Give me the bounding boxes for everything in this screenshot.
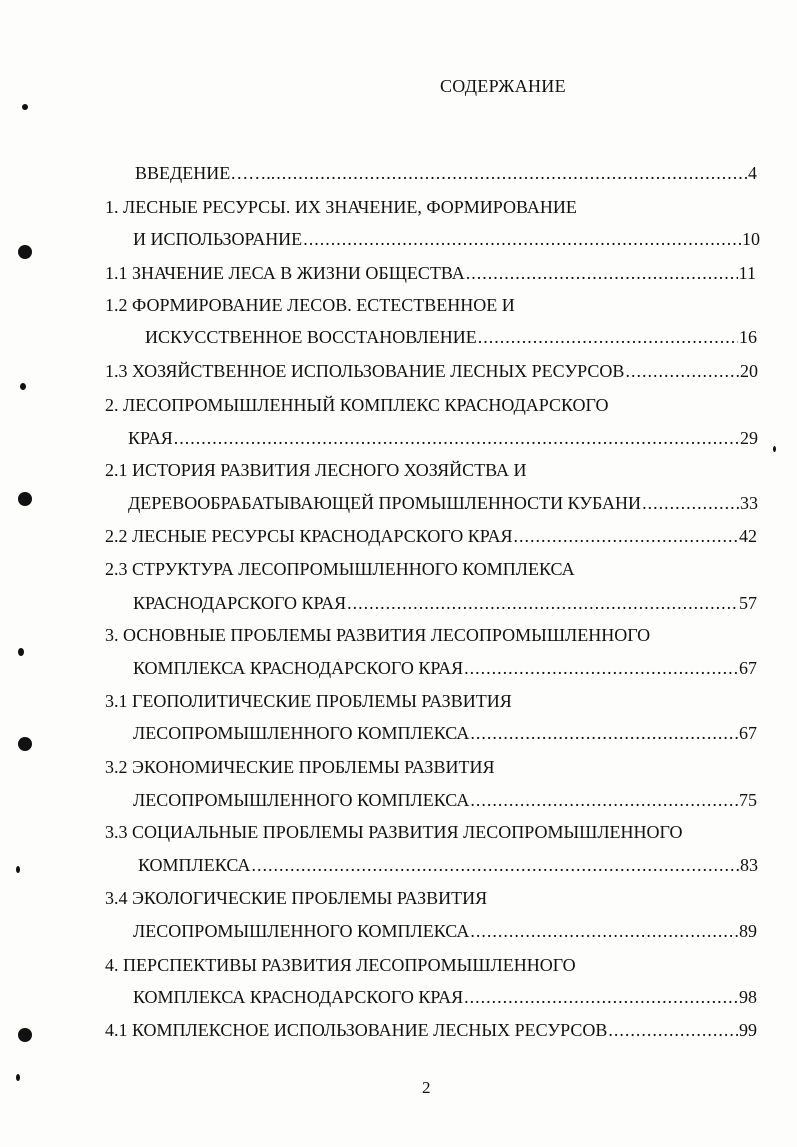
page-number: 2 bbox=[422, 1078, 431, 1097]
toc-entry bbox=[133, 789, 757, 811]
toc-entry-page: 75 bbox=[739, 790, 757, 810]
leader-dots bbox=[347, 592, 738, 614]
toc-entry bbox=[133, 228, 760, 250]
scan-speck bbox=[16, 866, 20, 873]
toc-entry-page: 33 bbox=[740, 493, 758, 513]
toc-entry bbox=[128, 427, 758, 449]
toc-entry: 2. ЛЕСОПРОМЫШЛЕННЫЙ КОМПЛЕКС КРАСНОДАРСКОГО bbox=[105, 395, 609, 415]
scan-speck bbox=[20, 383, 26, 390]
toc-entry bbox=[105, 1019, 757, 1041]
toc-entry: 1. ЛЕСНЫЕ РЕСУРСЫ. ИХ ЗНАЧЕНИЕ, ФОРМИРОВАНИЕ bbox=[105, 197, 577, 217]
leader-dots bbox=[470, 789, 738, 811]
toc-entry-page: 42 bbox=[739, 526, 757, 546]
page-title: СОДЕРЖАНИЕ bbox=[440, 76, 566, 96]
punch-hole-mark bbox=[18, 1028, 32, 1042]
leader-dots bbox=[470, 920, 738, 942]
toc-entry: 3.3 СОЦИАЛЬНЫЕ ПРОБЛЕМЫ РАЗВИТИЯ ЛЕСОПРОМЫШЛЕННОГО bbox=[105, 822, 683, 842]
toc-entry-text: КОМПЛЕКСА КРАСНОДАРСКОГО КРАЯ bbox=[133, 987, 464, 1007]
leader-dots bbox=[464, 657, 738, 679]
toc-entry: 3.2 ЭКОНОМИЧЕСКИЕ ПРОБЛЕМЫ РАЗВИТИЯ bbox=[105, 757, 495, 777]
toc-entry: 3.4 ЭКОЛОГИЧЕСКИЕ ПРОБЛЕМЫ РАЗВИТИЯ bbox=[105, 888, 488, 908]
toc-entry bbox=[105, 262, 756, 284]
scan-speck bbox=[22, 104, 28, 110]
toc-entry bbox=[145, 326, 757, 348]
toc-entry bbox=[135, 162, 757, 184]
scan-speck bbox=[773, 446, 776, 452]
toc-entry-text: 2.2 ЛЕСНЫЕ РЕСУРСЫ КРАСНОДАРСКОГО КРАЯ bbox=[105, 526, 513, 546]
leader-dots bbox=[466, 262, 738, 284]
toc-entry: 1.2 ФОРМИРОВАНИЕ ЛЕСОВ. ЕСТЕСТВЕННОЕ И bbox=[105, 295, 515, 315]
toc-entry-text: ЛЕСОПРОМЫШЛЕННОГО КОМПЛЕКСА bbox=[133, 790, 470, 810]
toc-entry-page: 67 bbox=[739, 658, 757, 678]
scan-speck bbox=[16, 1074, 20, 1081]
scan-speck bbox=[18, 648, 24, 656]
toc-entry-page: 16 bbox=[739, 327, 757, 347]
toc-entry-text: ДЕРЕВООБРАБАТЫВАЮЩЕЙ ПРОМЫШЛЕННОСТИ КУБАНИ bbox=[128, 493, 642, 513]
toc-entry: 2.3 СТРУКТУРА ЛЕСОПРОМЫШЛЕННОГО КОМПЛЕКСА bbox=[105, 559, 575, 579]
toc-entry-page: 89 bbox=[739, 921, 757, 941]
toc-entry-text: 1.1 ЗНАЧЕНИЕ ЛЕСА В ЖИЗНИ ОБЩЕСТВА bbox=[105, 263, 465, 283]
leader-dots bbox=[625, 360, 739, 382]
toc-entry-text: КРАЯ bbox=[128, 428, 173, 448]
toc-entry bbox=[133, 920, 757, 942]
punch-hole-mark bbox=[18, 737, 32, 751]
leader-dots bbox=[251, 854, 739, 876]
toc-entry-page: 11 bbox=[738, 263, 756, 283]
toc-entry-page: 4 bbox=[748, 163, 757, 183]
toc-entry bbox=[133, 986, 757, 1008]
leader-dots bbox=[470, 722, 738, 744]
toc-entry: 3.1 ГЕОПОЛИТИЧЕСКИЕ ПРОБЛЕМЫ РАЗВИТИЯ bbox=[105, 691, 512, 711]
toc-entry bbox=[128, 492, 758, 514]
toc-entry-text: 4.1 КОМПЛЕКСНОЕ ИСПОЛЬЗОВАНИЕ ЛЕСНЫХ РЕСУРСОВ bbox=[105, 1020, 608, 1040]
toc-entry-page: 67 bbox=[739, 723, 757, 743]
leader-dots bbox=[464, 986, 738, 1008]
toc-entry bbox=[133, 592, 757, 614]
toc-entry-page: 98 bbox=[739, 987, 757, 1007]
toc-entry-text: ЛЕСОПРОМЫШЛЕННОГО КОМПЛЕКСА bbox=[133, 723, 470, 743]
toc-entry bbox=[105, 360, 758, 382]
toc-entry-page: 99 bbox=[739, 1020, 757, 1040]
leader-dots bbox=[303, 228, 741, 250]
leader-dots bbox=[276, 162, 747, 184]
toc-entry-text: КРАСНОДАРСКОГО КРАЯ bbox=[133, 593, 347, 613]
toc-entry-page: 29 bbox=[740, 428, 758, 448]
toc-entry bbox=[133, 722, 757, 744]
leader-dots bbox=[478, 326, 738, 348]
toc-entry-page: 57 bbox=[739, 593, 757, 613]
toc-entry-text: 1.3 ХОЗЯЙСТВЕННОЕ ИСПОЛЬЗОВАНИЕ ЛЕСНЫХ РЕСУРСОВ bbox=[105, 361, 625, 381]
leader-dots bbox=[608, 1019, 738, 1041]
toc-entry bbox=[105, 525, 757, 547]
leader-dots bbox=[174, 427, 739, 449]
toc-entry: 4. ПЕРСПЕКТИВЫ РАЗВИТИЯ ЛЕСОПРОМЫШЛЕННОГО bbox=[105, 955, 576, 975]
punch-hole-mark bbox=[18, 245, 32, 259]
toc-entry-text: И ИСПОЛЬЗОРАНИЕ bbox=[133, 229, 303, 249]
toc-entry-page: 10 bbox=[742, 229, 760, 249]
toc-entry-page: 20 bbox=[740, 361, 758, 381]
toc-entry-text: КОМПЛЕКСА bbox=[138, 855, 251, 875]
toc-entry bbox=[138, 854, 758, 876]
toc-entry-text: ЛЕСОПРОМЫШЛЕННОГО КОМПЛЕКСА bbox=[133, 921, 470, 941]
toc-entry-page: 83 bbox=[740, 855, 758, 875]
toc-entry-text: ИСКУССТВЕННОЕ ВОССТАНОВЛЕНИЕ bbox=[145, 327, 477, 347]
toc-entry: 3. ОСНОВНЫЕ ПРОБЛЕМЫ РАЗВИТИЯ ЛЕСОПРОМЫШЛЕННОГО bbox=[105, 625, 651, 645]
leader-dots bbox=[642, 492, 739, 514]
toc-entry: 2.1 ИСТОРИЯ РАЗВИТИЯ ЛЕСНОГО ХОЗЯЙСТВА И bbox=[105, 460, 527, 480]
toc-entry-text: КОМПЛЕКСА КРАСНОДАРСКОГО КРАЯ bbox=[133, 658, 464, 678]
leader-dots bbox=[514, 525, 738, 547]
toc-entry-text: ВВЕДЕНИЕ…….. bbox=[135, 163, 276, 183]
punch-hole-mark bbox=[18, 492, 32, 506]
toc-entry bbox=[133, 657, 757, 679]
